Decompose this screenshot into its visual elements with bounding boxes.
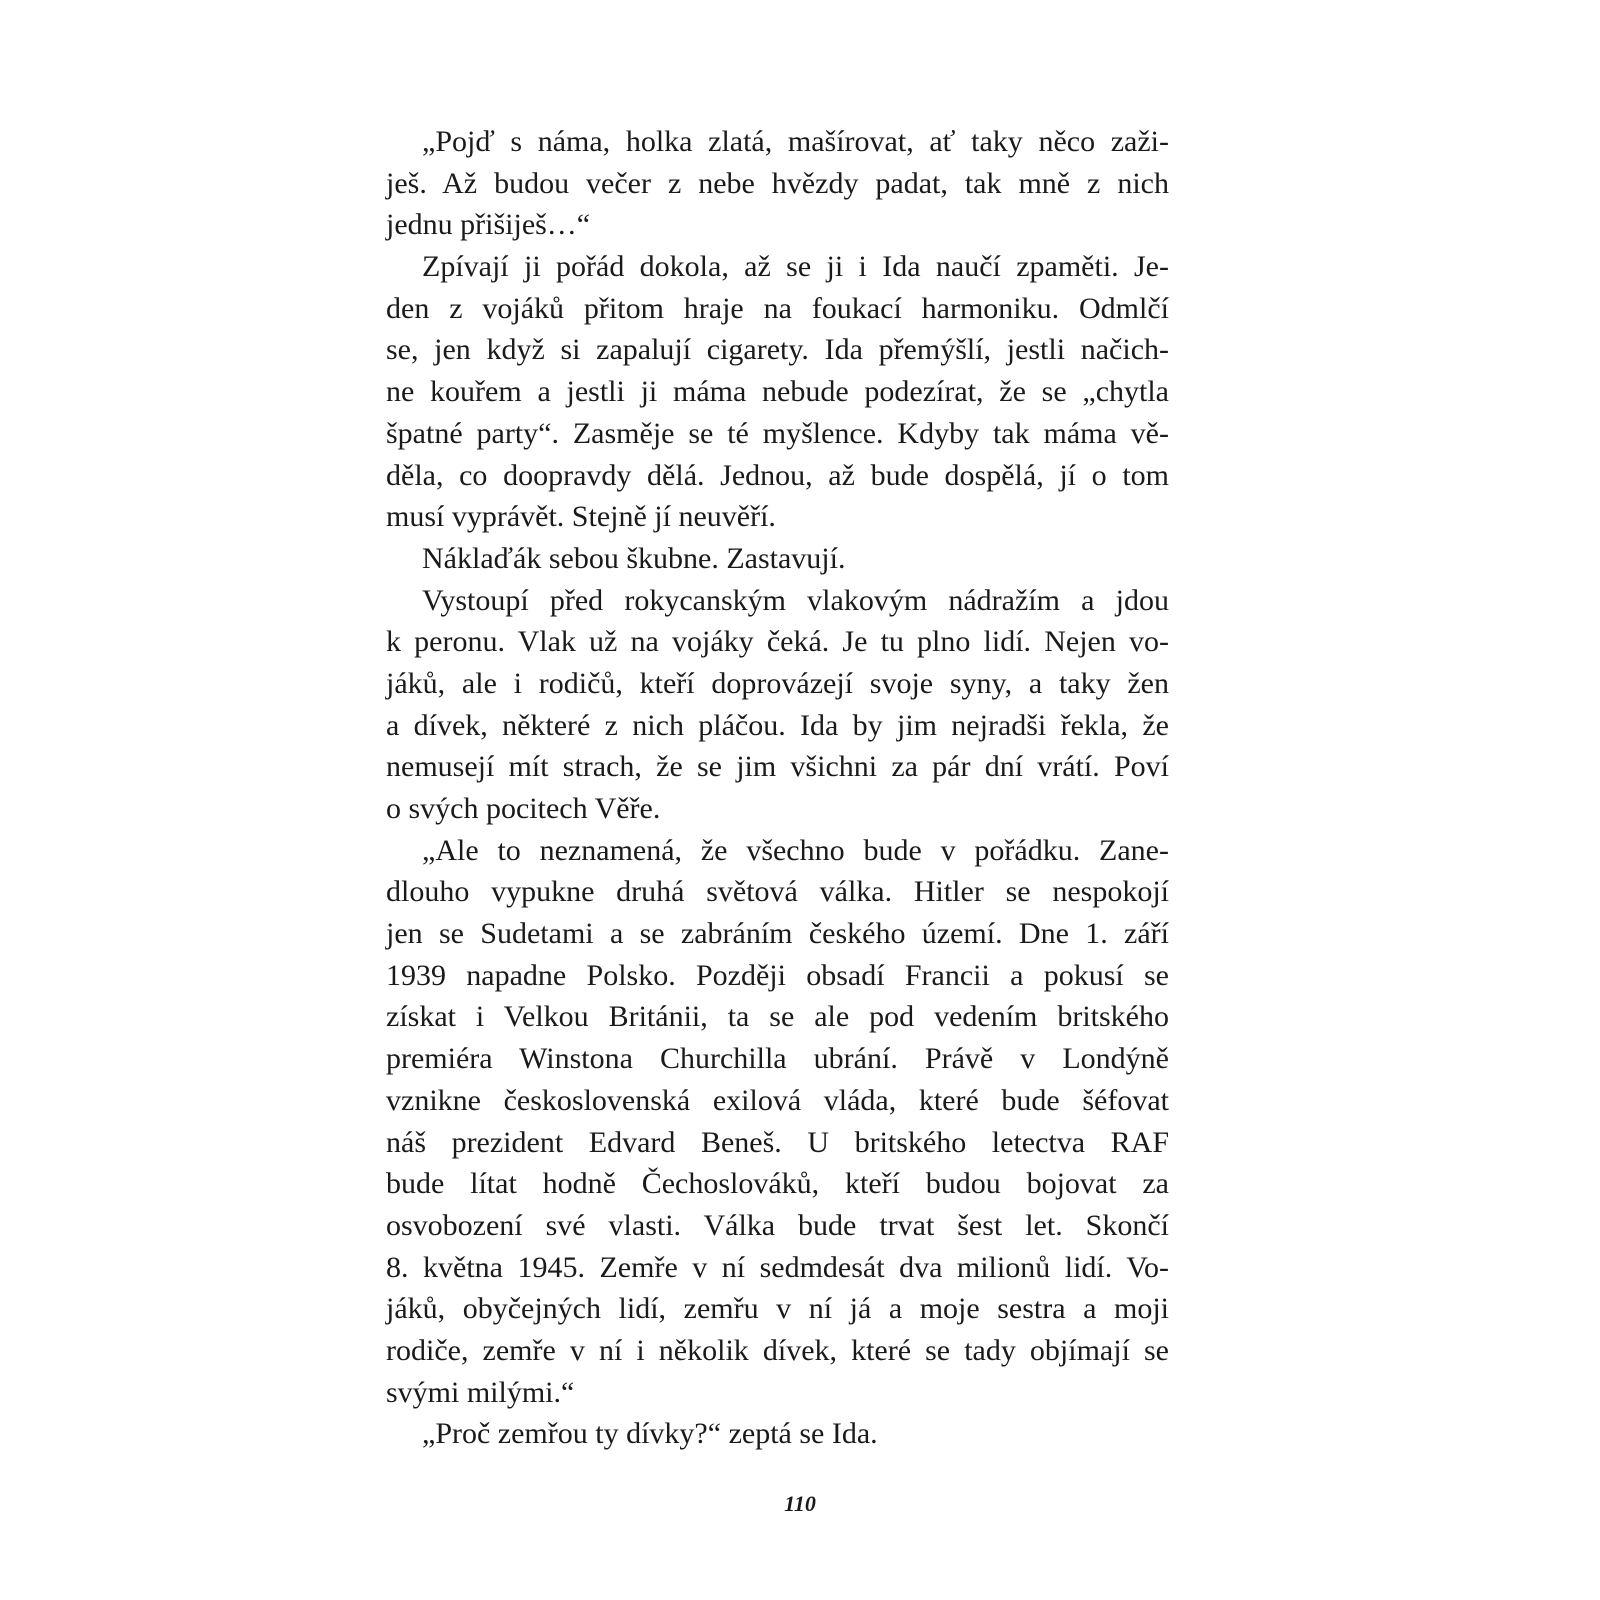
text-line: Zpívají ji pořád dokola, až se ji i Ida naučí zpaměti. Je- — [422, 250, 1169, 284]
text-line: ne kouřem a jestli ji máma nebude podezírat, že se „chytla — [386, 375, 1169, 409]
text-line: den z vojáků přitom hraje na foukací harmoniku. Odmlčí — [386, 291, 1169, 325]
text-line: „Ale to neznamená, že všechno bude v pořádku. Zane- — [422, 833, 1169, 867]
text-line: získat i Velkou Británii, ta se ale pod vedením britského — [386, 1000, 1169, 1034]
text-line: osvobození své vlasti. Válka bude trvat šest let. Skončí — [386, 1208, 1169, 1242]
text-line: se, jen když si zapalují cigarety. Ida přemýšlí, jestli načich- — [386, 333, 1169, 367]
text-line: jednu přišiješ…“ — [386, 208, 591, 242]
text-line: premiéra Winstona Churchilla ubrání. Právě v Londýně — [386, 1042, 1169, 1076]
text-line: „Proč zemřou ty dívky?“ zeptá se Ida. — [422, 1417, 878, 1451]
text-line: náš prezident Edvard Beneš. U britského letectva RAF — [386, 1125, 1169, 1159]
text-line: „Pojď s náma, holka zlatá, mašírovat, ať taky něco zaži- — [422, 125, 1169, 158]
text-line: dlouho vypukne druhá světová válka. Hitler se nespokojí — [386, 875, 1169, 909]
text-line: o svých pocitech Věře. — [386, 792, 661, 825]
text-line: ješ. Až budou večer z nebe hvězdy padat, tak mně z nich — [386, 166, 1169, 200]
text-line: k peronu. Vlak už na vojáky čeká. Je tu plno lidí. Nejen vo- — [386, 625, 1169, 659]
page-number: 110 — [784, 1491, 816, 1516]
text-line: děla, co doopravdy dělá. Jednou, až bude dospělá, jí o tom — [386, 458, 1169, 492]
text-line: svými milými.“ — [386, 1375, 575, 1409]
text-line: vznikne československá exilová vláda, které bude šéfovat — [386, 1083, 1169, 1117]
text-line: jáků, obyčejných lidí, zemřu v ní já a moje sestra a moji — [386, 1292, 1169, 1326]
text-line: jáků, ale i rodičů, kteří doprovázejí svoje syny, a taky žen — [386, 666, 1169, 700]
body-text — [386, 121, 1169, 1455]
text-line: jen se Sudetami a se zabráním českého území. Dne 1. září — [386, 917, 1169, 951]
text-line: rodiče, zemře v ní i několik dívek, které se tady objímají se — [386, 1333, 1169, 1367]
text-line: bude lítat hodně Čechoslováků, kteří budou bojovat za — [386, 1167, 1169, 1201]
text-line: nemusejí mít strach, že se jim všichni za pár dní vrátí. Poví — [386, 750, 1169, 784]
text-line: 8. května 1945. Zemře v ní sedmdesát dva milionů lidí. Vo- — [386, 1250, 1169, 1284]
text-line: musí vyprávět. Stejně jí neuvěří. — [386, 500, 776, 534]
text-line: Náklaďák sebou škubne. Zastavují. — [422, 541, 846, 575]
text-line: špatné party“. Zasměje se té myšlence. Kdyby tak máma vě- — [386, 416, 1169, 450]
text-line: a dívek, některé z nich pláčou. Ida by jim nejradši řekla, že — [386, 708, 1169, 742]
text-line: Vystoupí před rokycanským vlakovým nádražím a jdou — [422, 583, 1169, 617]
text-line: 1939 napadne Polsko. Později obsadí Francii a pokusí se — [386, 958, 1169, 992]
